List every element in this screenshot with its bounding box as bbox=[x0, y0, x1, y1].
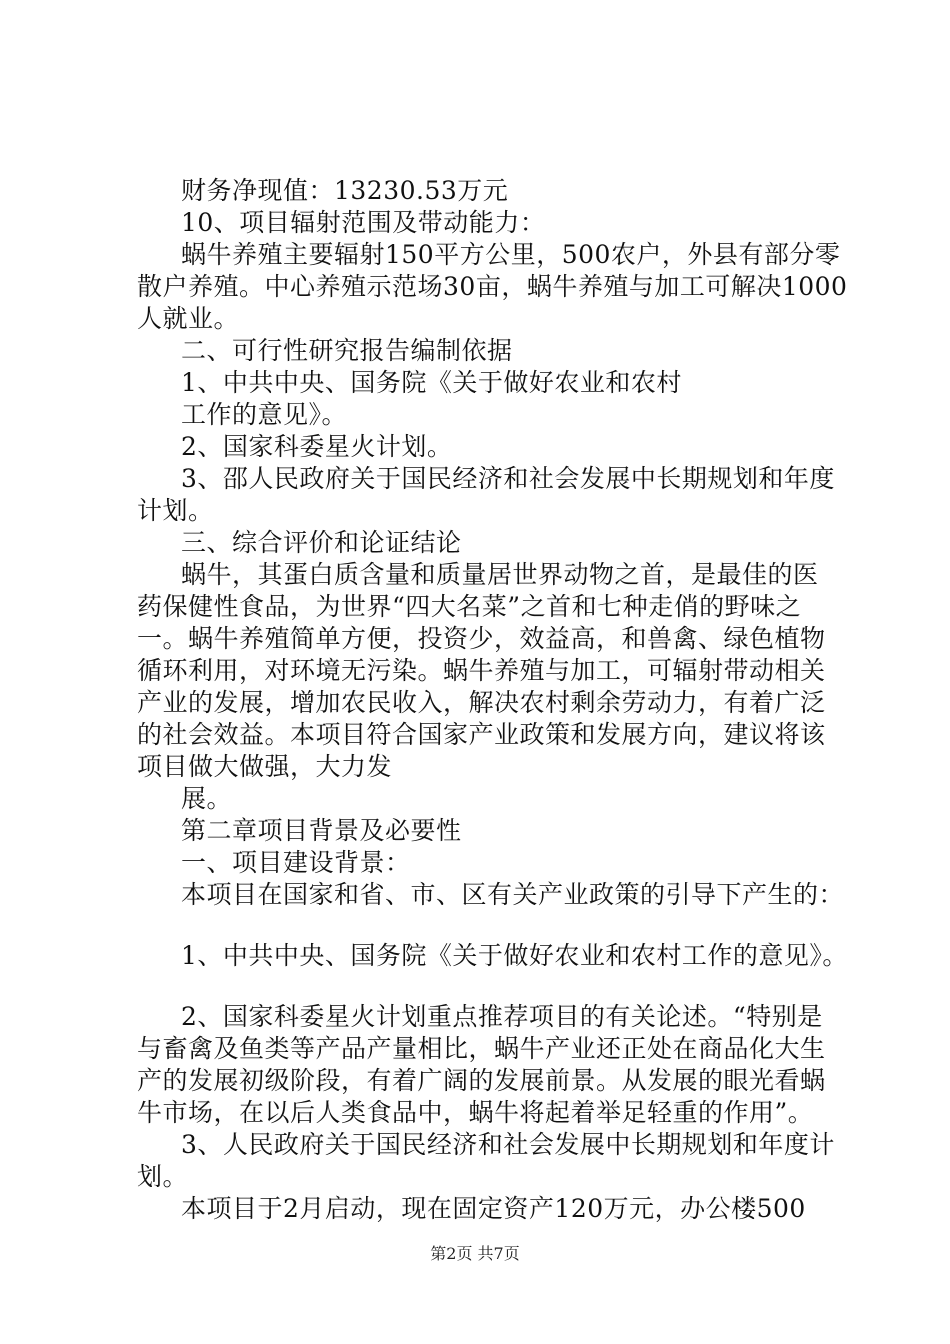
text-line: 2、国家科委星火计划。 bbox=[181, 432, 453, 461]
text-line: 计划。 bbox=[137, 496, 214, 525]
text-line: 的社会效益。本项目符合国家产业政策和发展方向，建议将该 bbox=[137, 720, 826, 749]
text-line: 产的发展初级阶段，有着广阔的发展前景。从发展的眼光看蜗 bbox=[137, 1066, 826, 1095]
text-line: 一、项目建设背景： bbox=[181, 848, 411, 877]
text-line: 本项目于2月启动，现在固定资产120万元，办公楼500 bbox=[181, 1194, 806, 1223]
text-line: 蜗牛，其蛋白质含量和质量居世界动物之首，是最佳的医 bbox=[181, 560, 819, 589]
text-line: 产业的发展，增加农民收入，解决农村剩余劳动力，有着广泛 bbox=[137, 688, 826, 717]
text-line: 2、国家科委星火计划重点推荐项目的有关论述。“特别是 bbox=[181, 1002, 823, 1031]
text-line: 展。 bbox=[181, 784, 233, 813]
text-line: 蜗牛养殖主要辐射150平方公里，500农户，外县有部分零 bbox=[181, 240, 841, 269]
text-line: 工作的意见》。 bbox=[181, 400, 348, 429]
text-line: 二、可行性研究报告编制依据 bbox=[181, 336, 513, 365]
text-line: 划。 bbox=[137, 1162, 189, 1191]
text-line: 牛市场，在以后人类食品中，蜗牛将起着举足轻重的作用”。 bbox=[137, 1098, 814, 1127]
text-line: 药保健性食品，为世界“四大名菜”之首和七种走俏的野味之 bbox=[137, 592, 802, 621]
text-line: 第二章项目背景及必要性 bbox=[181, 816, 462, 845]
text-line: 财务净现值：13230.53万元 bbox=[181, 176, 509, 205]
text-line: 10、项目辐射范围及带动能力： bbox=[181, 208, 546, 237]
text-line: 3、人民政府关于国民经济和社会发展中长期规划和年度计 bbox=[181, 1130, 835, 1159]
text-line: 人就业。 bbox=[137, 304, 240, 333]
text-line: 循环利用，对环境无污染。蜗牛养殖与加工，可辐射带动相关 bbox=[137, 656, 826, 685]
text-line: 一。蜗牛养殖简单方便，投资少，效益高，和兽禽、绿色植物 bbox=[137, 624, 826, 653]
text-line: 三、综合评价和论证结论 bbox=[181, 528, 462, 557]
text-line: 1、中共中央、国务院《关于做好农业和农村 bbox=[181, 368, 682, 397]
text-line: 散户养殖。中心养殖示范场30亩，蜗牛养殖与加工可解决1000 bbox=[137, 272, 848, 301]
text-line: 项目做大做强，大力发 bbox=[137, 752, 393, 781]
text-line: 1、中共中央、国务院《关于做好农业和农村工作的意见》。 bbox=[181, 941, 848, 970]
text-line: 3、邵人民政府关于国民经济和社会发展中长期规划和年度 bbox=[181, 464, 835, 493]
text-line: 与畜禽及鱼类等产品产量相比，蜗牛产业还正处在商品化大生 bbox=[137, 1034, 826, 1063]
page-footer: 第2页 共7页 bbox=[430, 1244, 520, 1263]
text-line: 本项目在国家和省、市、区有关产业政策的引导下产生的： bbox=[181, 880, 845, 909]
